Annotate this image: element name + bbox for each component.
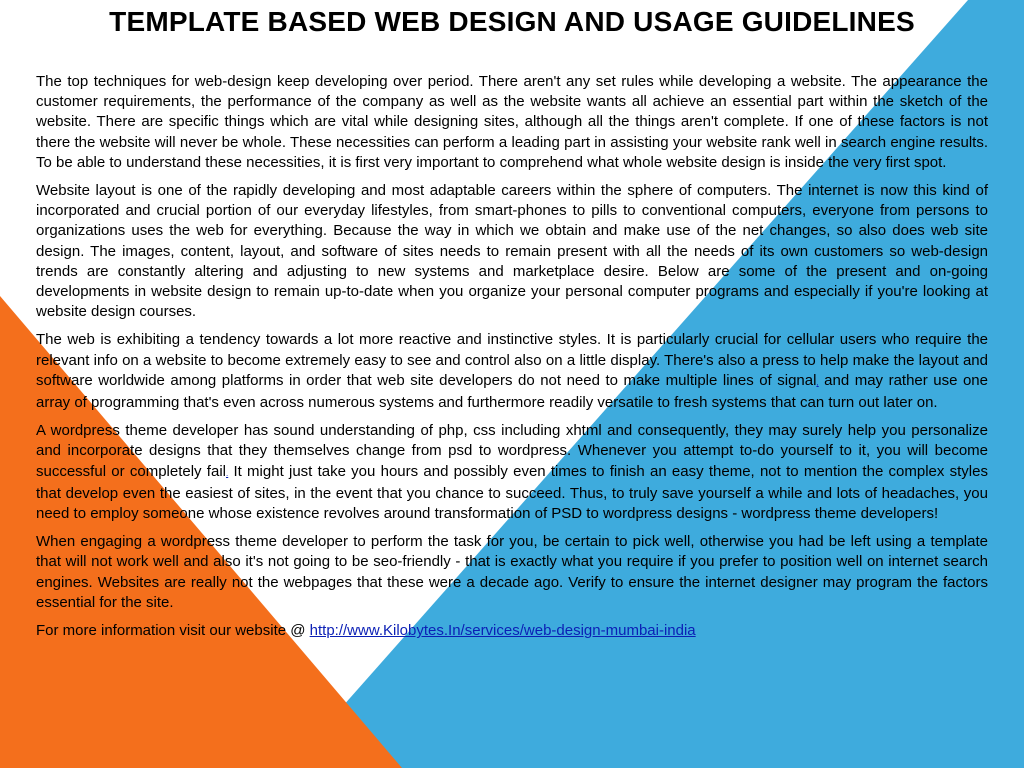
paragraph-4-text-start: A wordpress theme developer has sound understanding of php, css including xhtml and consequently, they may surely help you personalize and incorporate designs that they themselves change from psd to wordpress. Whenever you attempt to-do yourself to it, you will become successful or completely fail <box>36 422 988 480</box>
website-line <box>36 621 988 641</box>
paragraph-2: Website layout is one of the rapidly developing and most adaptable careers within the sphere of computers. The internet is now this kind of incorporated and crucial portion of our everyday lifestyles, from smart-phones to pills to conventional computers, everyone from persons to organizations uses the web for everything. Because the way in which we obtain and make use of the net changes, so also does web site design. The images, content, layout, and software of sites needs to remain present with all the needs of its own customers so web-design trends are constantly altering and adjusting to new systems and marketplace desire. Below are some of the present and on-going developments in website design to remain up-to-date when you organize your personal computer programs and especially if you're looking at website design courses. <box>36 182 988 321</box>
paragraph-3 <box>36 330 988 413</box>
paragraph-4 <box>36 421 988 524</box>
slide-body <box>36 72 988 649</box>
paragraph-4-text-end: It might just take you hours and possibly even times to finish an easy theme, not to mention the complex styles that develop even the easiest of sites, in the event that you chance to succeed. Thus, to truly save yourself a while and lots of headaches, you need to employ someone whose existence revolves around transformation of PSD to wordpress designs - wordpress theme developers! <box>36 462 988 523</box>
inline-link[interactable]: , <box>816 377 819 387</box>
website-link[interactable]: http://www.Kilobytes.In/services/web-design-mumbai-india <box>309 622 696 640</box>
paragraph-5: When engaging a wordpress theme developer to perform the task for you, be certain to pick well, otherwise you had be left using a template that will not work well and also it's not going to be seo-friendly - that is exactly what you require if you prefer to position well on internet search engines. Websites are really not the webpages that these were a decade ago. Verify to ensure the internet designer may program the factors essential for the site. <box>36 533 988 611</box>
paragraph-1: The top techniques for web-design keep developing over period. There aren't any set rules while developing a website. The appearance the customer requirements, the performance of the company as well as the website wants all achieve an essential part within the sketch of the website. There are specific things which are vital while designing sites, although all the things aren't complete. If one of these factors is not there the website will never be whole. These necessities can perform a leading part in assisting your website rank well in search engine results. To be able to understand these necessities, it is first very important to comprehend what whole website design is inside the very first spot. <box>36 73 988 171</box>
paragraph-3-text-end: and may rather use one array of programming that's even across numerous systems and furthermore readily versatile to fresh systems that can turn out later on. <box>36 371 988 412</box>
paragraph-3-text-start: The web is exhibiting a tendency towards a lot more reactive and instinctive styles. It is particularly crucial for cellular users who require the relevant info on a website to become extremely easy to see and control also on a little display. There's also a press to help make the layout and software worldwide among platforms in order that web site developers do not need to make multiple lines of signal <box>36 331 988 389</box>
website-line-prefix: For more information visit our website @ <box>36 622 310 640</box>
slide-title: TEMPLATE BASED WEB DESIGN AND USAGE GUIDELINES <box>109 6 915 37</box>
inline-link[interactable]: . <box>225 468 229 478</box>
